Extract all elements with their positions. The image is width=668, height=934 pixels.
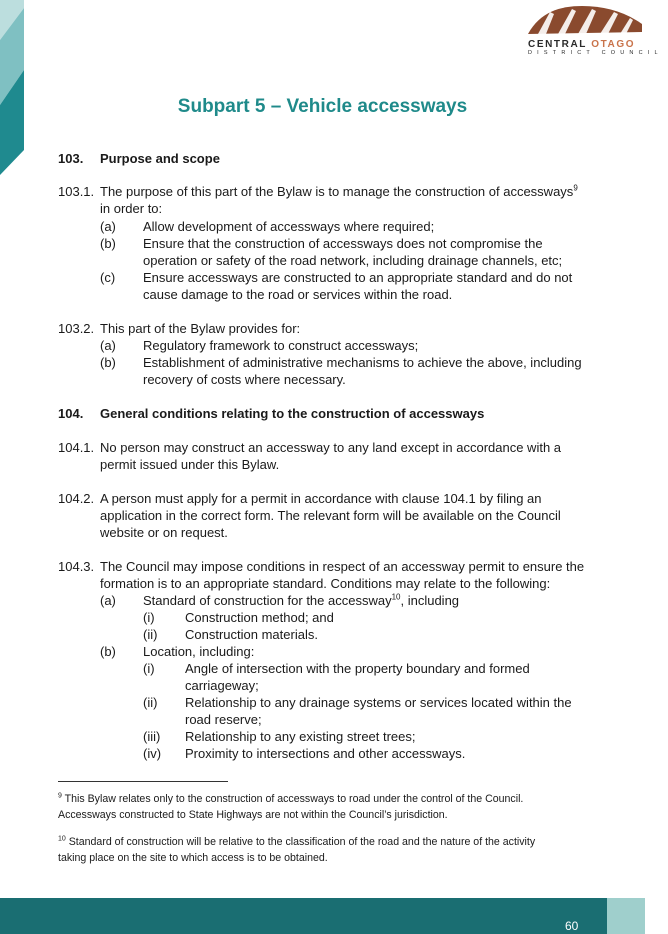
footnote-10-line-1 xyxy=(58,834,535,850)
footnote-9-marker: 9 xyxy=(58,792,62,800)
section-103-number: 103. xyxy=(58,151,84,166)
item-104-3-a-label: (a) xyxy=(100,593,116,608)
logo-name-part2: OTAGO xyxy=(591,39,636,50)
footnote-divider xyxy=(58,781,228,782)
clause-104-2-text-1: A person must apply for a permit in accordance with clause 104.1 by filing an xyxy=(100,491,542,506)
item-104-3-b-iii-text: Relationship to any existing street trees; xyxy=(185,729,416,744)
item-104-3-b-text: Location, including: xyxy=(143,644,255,659)
footnote-9-text-1: This Bylaw relates only to the construction of accessways to road under the control of the Council. xyxy=(61,793,524,805)
page-title: Subpart 5 – Vehicle accessways xyxy=(177,96,468,117)
item-103-1-c-text-2: cause damage to the road or services within the road. xyxy=(143,287,453,302)
item-103-1-b-label: (b) xyxy=(100,236,116,251)
logo-name-part1: CENTRAL xyxy=(528,39,587,50)
clause-104-1-number: 104.1. xyxy=(58,440,95,455)
footnote-10-marker: 10 xyxy=(58,835,66,843)
section-104-number: 104. xyxy=(58,406,84,421)
item-104-3-a-text xyxy=(143,593,459,609)
clause-103-2-number: 103.2. xyxy=(58,321,95,336)
item-104-3-b-ii-text-1: Relationship to any drainage systems or services located within the xyxy=(185,695,572,710)
footnote-9-text-2: Accessways constructed to State Highways are not within the Council’s jurisdiction. xyxy=(58,809,448,821)
item-104-3-a-ii-text: Construction materials. xyxy=(185,627,318,642)
clause-103-2-text: This part of the Bylaw provides for: xyxy=(100,321,301,336)
item-103-2-b-label: (b) xyxy=(100,355,116,370)
item-104-3-a-text-main: Standard of construction for the accessway xyxy=(143,593,392,608)
footnote-10-text-1: Standard of construction will be relative to the classification of the road and the nature of the activity xyxy=(65,836,536,848)
item-103-2-b-text-2: recovery of costs where necessary. xyxy=(143,372,346,387)
item-104-3-b-iv-text: Proximity to intersections and other accessways. xyxy=(185,746,466,761)
item-103-2-a-text: Regulatory framework to construct accessways; xyxy=(143,338,419,353)
item-104-3-a-ii-label: (ii) xyxy=(143,627,158,642)
clause-104-3-text-1: The Council may impose conditions in respect of an accessway permit to ensure the xyxy=(100,559,585,574)
section-103-heading: Purpose and scope xyxy=(100,151,220,166)
clause-103-1-text xyxy=(100,184,578,200)
clause-103-1-text-a: The purpose of this part of the Bylaw is to manage the construction of accessways xyxy=(100,184,574,199)
footnote-ref-9[interactable]: 9 xyxy=(573,183,578,193)
clause-104-2-number: 104.2. xyxy=(58,491,95,506)
item-103-1-c-label: (c) xyxy=(100,270,116,285)
item-104-3-b-ii-text-2: road reserve; xyxy=(185,712,262,727)
clause-103-1-text-b: in order to: xyxy=(100,201,163,216)
left-decorative-band xyxy=(0,0,24,175)
item-104-3-a-i-label: (i) xyxy=(143,610,155,625)
item-104-3-a-text-after: , including xyxy=(400,593,460,608)
item-104-3-b-ii-label: (ii) xyxy=(143,695,158,710)
item-104-3-a-i-text: Construction method; and xyxy=(185,610,334,625)
section-104-heading: General conditions relating to the construction of accessways xyxy=(100,406,485,421)
page-footer-accent xyxy=(607,898,645,934)
item-103-2-b-text-1: Establishment of administrative mechanisms to achieve the above, including xyxy=(143,355,582,370)
clause-104-3-text-2: formation is to an appropriate standard. Conditions may relate to the following: xyxy=(100,576,551,591)
item-104-3-b-i-text-2: carriageway; xyxy=(185,678,259,693)
clause-103-1-number: 103.1. xyxy=(58,184,95,199)
clause-104-1-text-1: No person may construct an accessway to any land except in accordance with a xyxy=(100,440,562,455)
footnote-9-line-1 xyxy=(58,791,523,807)
page-number: 60 xyxy=(565,919,579,933)
item-103-1-b-text-1: Ensure that the construction of accessways does not compromise the xyxy=(143,236,543,251)
item-103-1-b-text-2: operation or safety of the road network, including drainage channels, etc; xyxy=(143,253,563,268)
footnote-ref-10[interactable]: 10 xyxy=(391,592,401,602)
item-104-3-b-iv-label: (iv) xyxy=(143,746,162,761)
logo-name xyxy=(528,39,668,50)
item-104-3-b-label: (b) xyxy=(100,644,116,659)
item-103-1-c-text-1: Ensure accessways are constructed to an appropriate standard and do not xyxy=(143,270,573,285)
clause-104-2-text-3: website or on request. xyxy=(100,525,228,540)
item-104-3-b-i-text-1: Angle of intersection with the property boundary and formed xyxy=(185,661,530,676)
item-104-3-b-iii-label: (iii) xyxy=(143,729,161,744)
item-103-1-a-label: (a) xyxy=(100,219,116,234)
item-103-1-a-text: Allow development of accessways where required; xyxy=(143,219,435,234)
item-104-3-b-i-label: (i) xyxy=(143,661,155,676)
clause-104-2-text-2: application in the correct form. The relevant form will be available on the Council xyxy=(100,508,561,523)
page-footer-bar xyxy=(0,898,607,934)
clause-104-3-number: 104.3. xyxy=(58,559,95,574)
logo-subtitle: DISTRICT COUNCIL xyxy=(528,50,663,56)
clause-104-1-text-2: permit issued under this Bylaw. xyxy=(100,457,280,472)
footnote-10-text-2: taking place on the site to which access is to be obtained. xyxy=(58,852,328,864)
item-103-2-a-label: (a) xyxy=(100,338,116,353)
